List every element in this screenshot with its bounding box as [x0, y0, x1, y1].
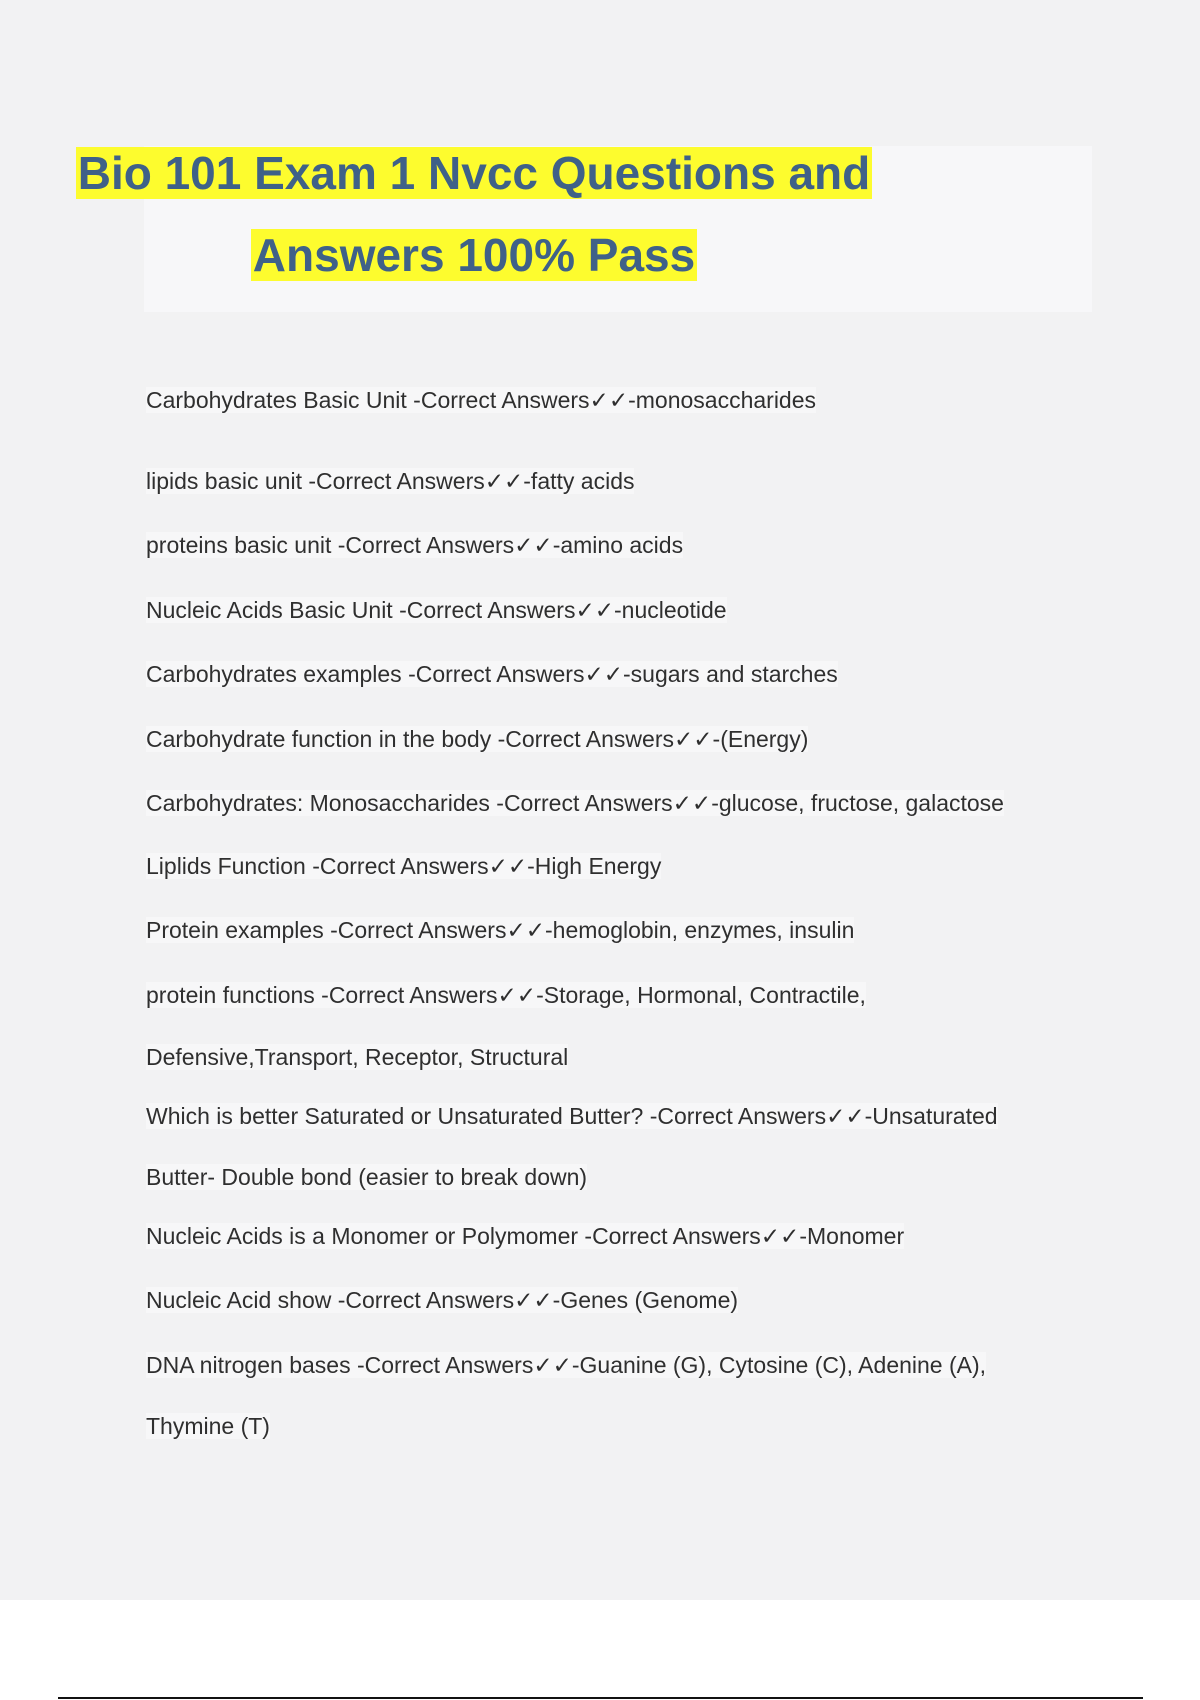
- qa-text: Protein examples -Correct Answers✓✓-hemoglobin, enzymes, insulin: [146, 917, 855, 943]
- qa-text: lipids basic unit -Correct Answers✓✓-fatty acids: [146, 468, 635, 494]
- qa-line: [146, 1221, 904, 1251]
- qa-text: Nucleic Acids Basic Unit -Correct Answers✓✓-nucleotide: [146, 597, 727, 623]
- qa-line: [146, 595, 727, 625]
- qa-line: [146, 1411, 270, 1441]
- qa-line: [146, 1350, 986, 1380]
- qa-line: [146, 1285, 738, 1315]
- qa-line: [146, 724, 808, 754]
- qa-text: Nucleic Acids is a Monomer or Polymomer -Correct Answers✓✓-Monomer: [146, 1223, 905, 1249]
- qa-line: [146, 980, 866, 1010]
- qa-line: [146, 1162, 587, 1192]
- footer-divider: [58, 1697, 1143, 1699]
- qa-text: Nucleic Acid show -Correct Answers✓✓-Genes (Genome): [146, 1287, 739, 1313]
- qa-text: Carbohydrates: Monosaccharides -Correct Answers✓✓-glucose, fructose, galactose: [146, 790, 1004, 816]
- qa-text: Which is better Saturated or Unsaturated Butter? -Correct Answers✓✓-Unsaturated: [146, 1103, 998, 1129]
- qa-text: Thymine (T): [146, 1413, 270, 1439]
- qa-line: [146, 788, 1004, 818]
- qa-line: [146, 466, 634, 496]
- document-title-text-1: Bio 101 Exam 1 Nvcc Questions and: [77, 147, 871, 199]
- document-title-text-2: Answers 100% Pass: [252, 229, 696, 281]
- qa-text: Defensive,Transport, Receptor, Structural: [146, 1044, 569, 1070]
- qa-text: protein functions -Correct Answers✓✓-Storage, Hormonal, Contractile,: [146, 982, 866, 1008]
- qa-line: [146, 530, 683, 560]
- qa-line: [146, 1101, 998, 1131]
- document-title-line-1: [0, 146, 948, 200]
- qa-line: [146, 385, 816, 415]
- qa-text: proteins basic unit -Correct Answers✓✓-amino acids: [146, 532, 684, 558]
- qa-line: [146, 659, 838, 689]
- qa-text: Carbohydrates examples -Correct Answers✓✓-sugars and starches: [146, 661, 838, 687]
- qa-text: Liplids Function -Correct Answers✓✓-High Energy: [146, 853, 662, 879]
- qa-line: [146, 915, 854, 945]
- qa-text: Carbohydrate function in the body -Correct Answers✓✓-(Energy): [146, 726, 809, 752]
- qa-text: DNA nitrogen bases -Correct Answers✓✓-Guanine (G), Cytosine (C), Adenine (A),: [146, 1352, 987, 1378]
- qa-text: Butter- Double bond (easier to break down): [146, 1164, 588, 1190]
- qa-line: [146, 851, 661, 881]
- document-title-line-2: [0, 228, 948, 282]
- qa-line: [146, 1042, 568, 1072]
- qa-text: Carbohydrates Basic Unit -Correct Answers✓✓-monosaccharides: [146, 387, 817, 413]
